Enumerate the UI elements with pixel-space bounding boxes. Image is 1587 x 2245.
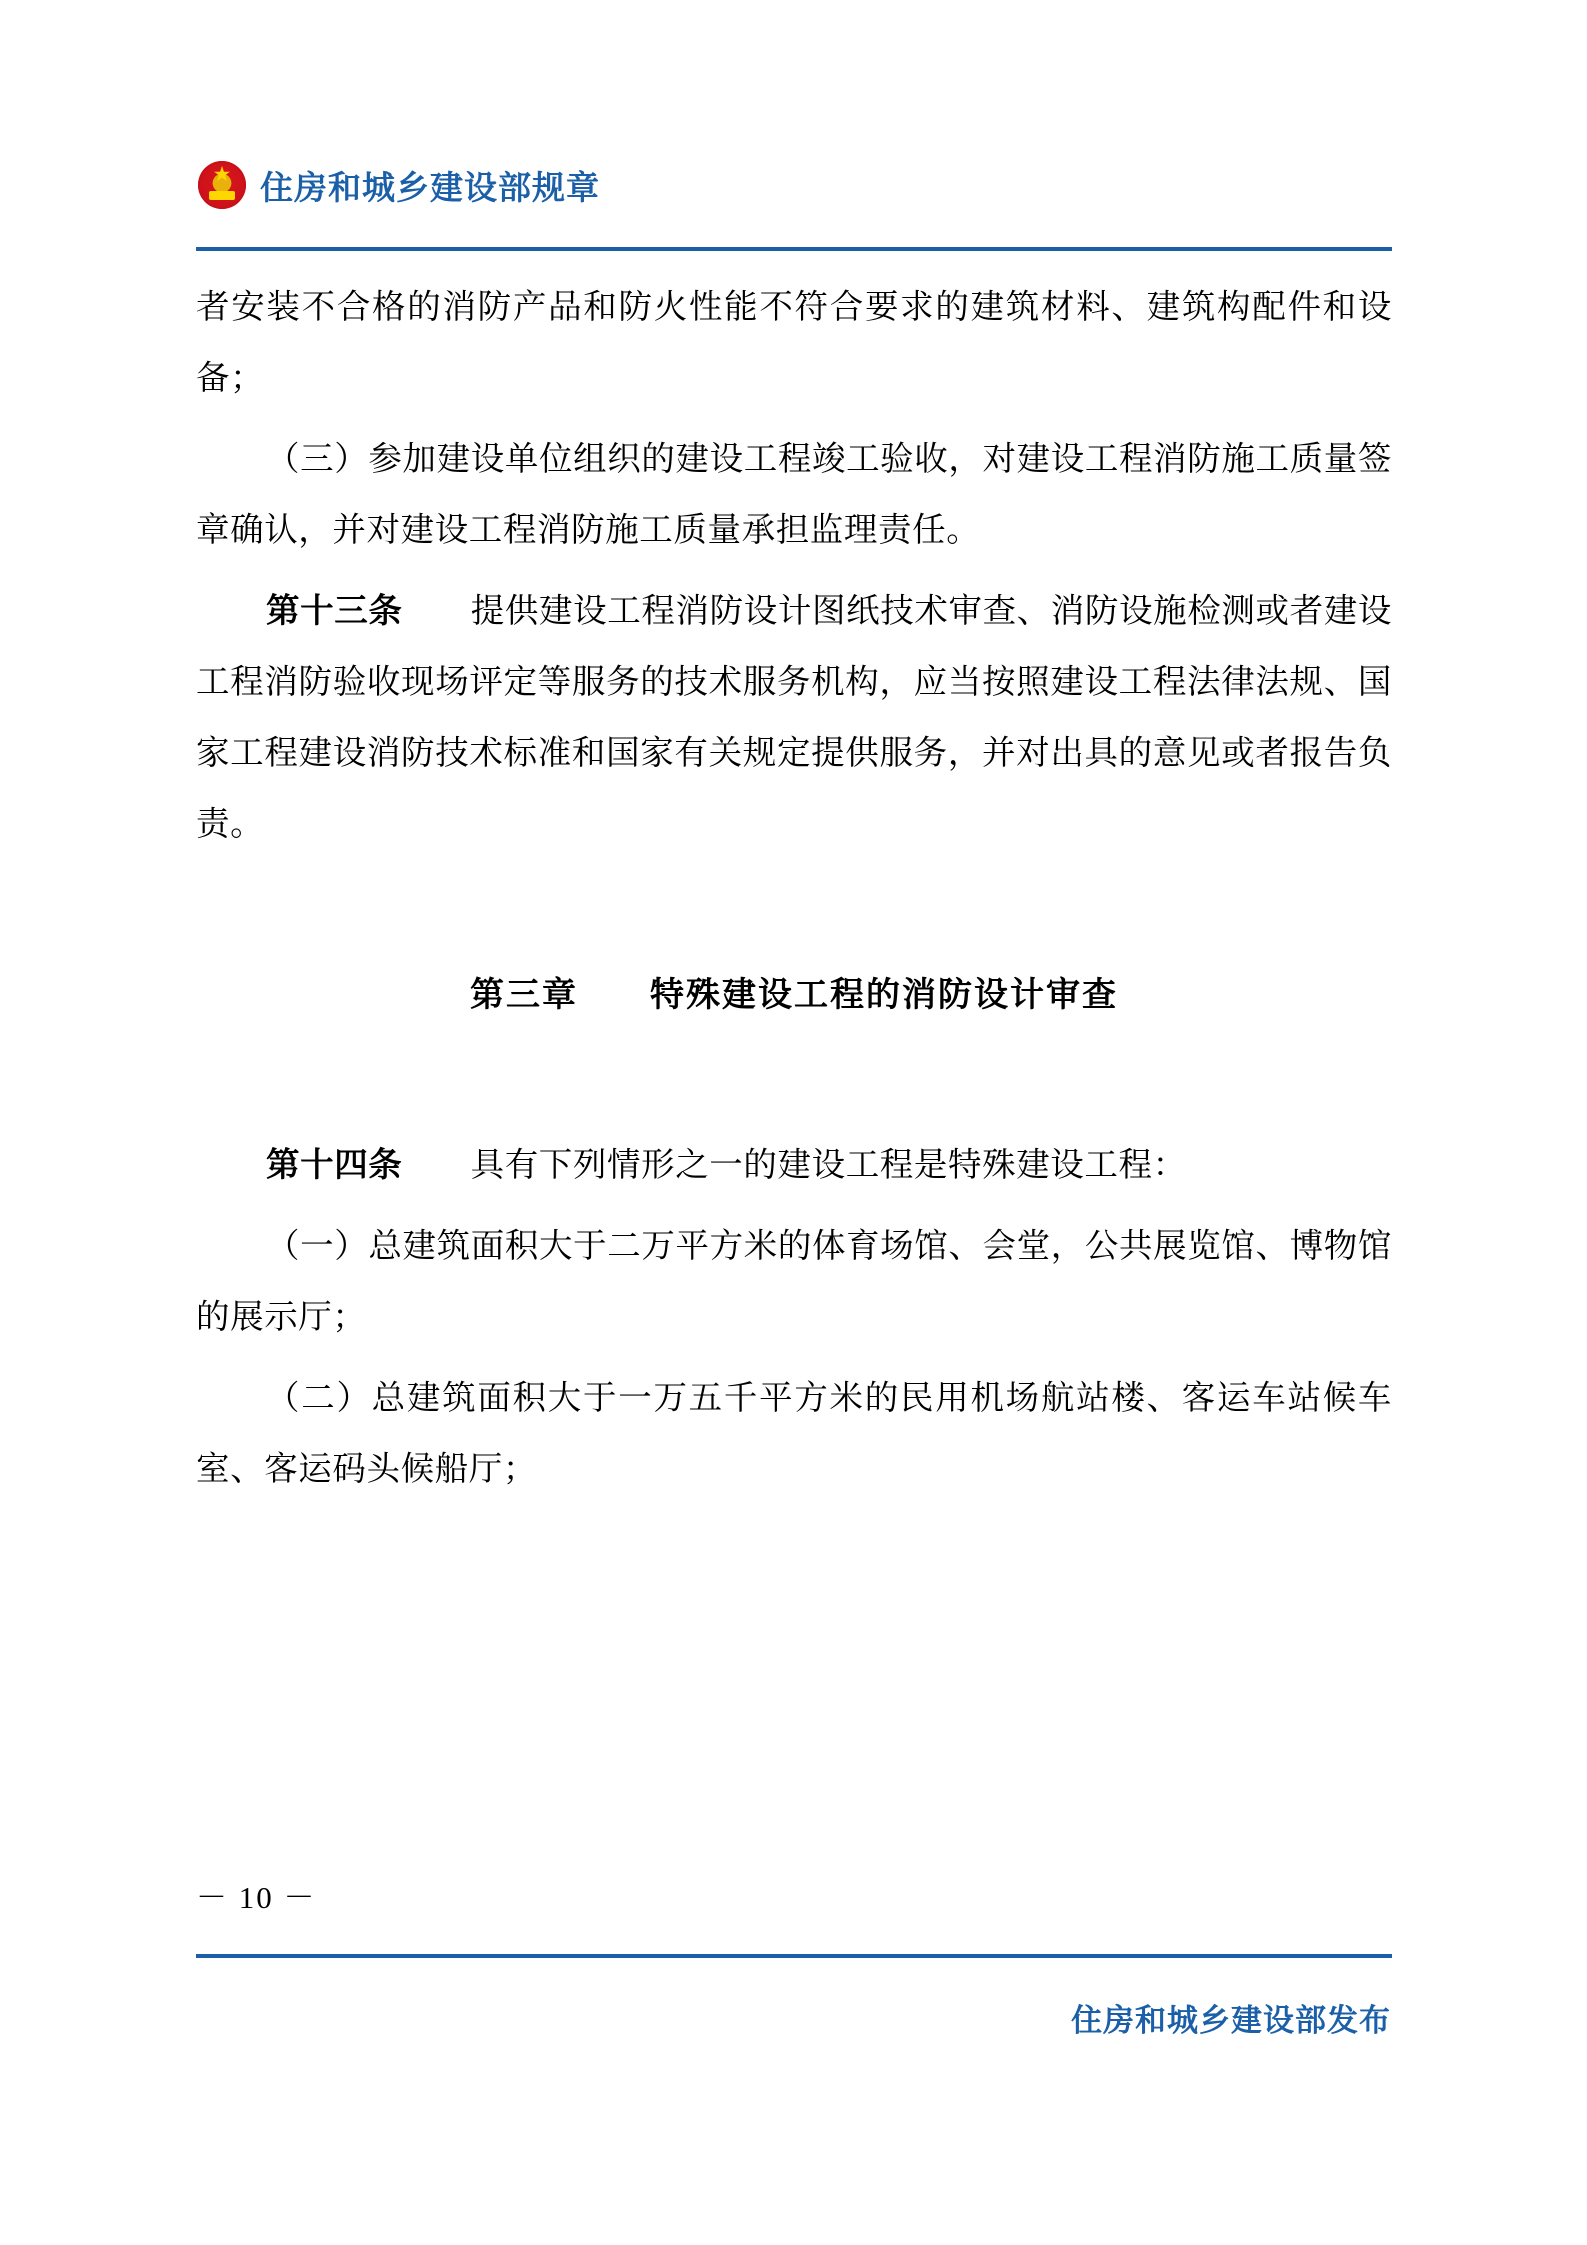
paragraph-continued-text: 者安装不合格的消防产品和防火性能不符合要求的建筑材料、建筑构配件和设备； [196, 289, 1392, 397]
footer-divider-line [196, 1954, 1392, 1958]
page-header [198, 150, 1388, 220]
article-thirteen-body: 提供建设工程消防设计图纸技术审查、消防设施检测或者建设工程消防验收现场评定等服务的技术服务机构，应当按照建设工程法律法规、国家工程建设消防技术标准和国家有关规定提供服务，并对出具的意见或者报告负责。 [196, 593, 1392, 843]
document-content [196, 272, 1392, 1505]
paragraph-item-two: （二）总建筑面积大于一万五千平方米的民用机场航站楼、客运车站候车室、客运码头候船厅； [196, 1380, 1392, 1488]
chapter-heading: 第三章 特殊建设工程的消防设计审查 [470, 976, 1118, 1014]
paragraph-spacer [196, 414, 1392, 424]
header-divider-line [196, 247, 1392, 251]
paragraph-spacer [196, 1201, 1392, 1211]
paragraph-item-one: （一）总建筑面积大于二万平方米的体育场馆、会堂，公共展览馆、博物馆的展示厅； [196, 1228, 1392, 1336]
article-fourteen-body: 具有下列情形之一的建设工程是特殊建设工程： [402, 1147, 1187, 1184]
paragraph-item-three: （三）参加建设单位组织的建设工程竣工验收，对建设工程消防施工质量签章确认，并对建设工程消防施工质量承担监理责任。 [196, 441, 1392, 549]
article-thirteen-label: 第十三条 [266, 593, 403, 630]
footer-publisher: 住房和城乡建设部发布 [1071, 2003, 1391, 2038]
section-spacer [196, 860, 1392, 960]
article-fourteen-label: 第十四条 [266, 1147, 403, 1184]
header-title: 住房和城乡建设部规章 [260, 168, 600, 206]
paragraph-article-thirteen [196, 576, 1392, 860]
paragraph-spacer [196, 1353, 1392, 1363]
section-spacer [196, 1030, 1392, 1130]
paragraph-spacer [196, 566, 1392, 576]
paragraph-article-fourteen [196, 1130, 1392, 1201]
page-number: － 10 － [196, 1880, 317, 1915]
national-emblem-icon [198, 161, 246, 209]
